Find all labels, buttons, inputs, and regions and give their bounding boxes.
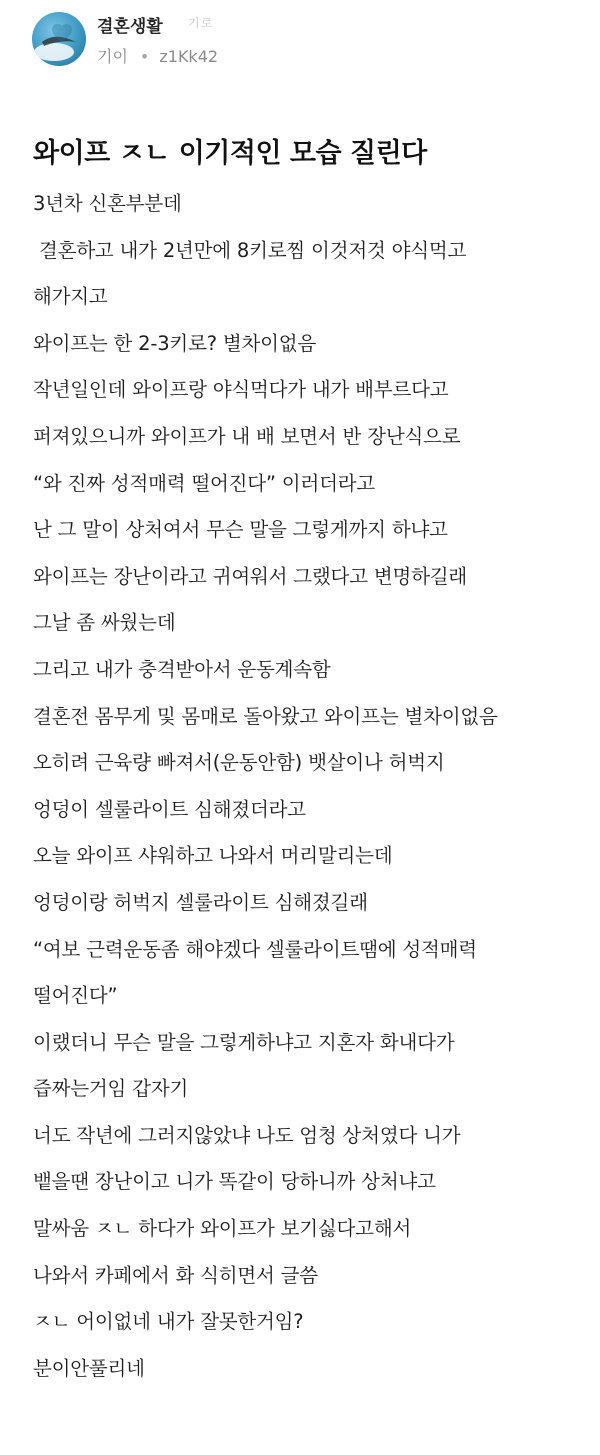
post-line: 나와서 카페에서 화 식히면서 글씀 xyxy=(33,1263,318,1287)
post-line: “와 진짜 성적매력 떨어진다” 이러더라고 xyxy=(33,471,375,495)
post-line: 퍼져있으니까 와이프가 내 배 보면서 반 장난식으로 xyxy=(33,424,461,448)
post-line: 결혼전 몸무게 및 몸매로 돌아왔고 와이프는 별차이없음 xyxy=(33,704,498,728)
post-line: 오늘 와이프 샤워하고 나와서 머리말리는데 xyxy=(33,844,393,868)
post-line: 오히려 근육량 빠져서(운동안함) 뱃살이나 허벅지 xyxy=(33,751,445,775)
post-line: 해가지고 xyxy=(33,285,108,309)
post-line: 엉덩이랑 허벅지 셀룰라이트 심해졌길래 xyxy=(33,890,368,914)
channel-name[interactable]: 결혼생활 xyxy=(97,17,163,37)
post-line: 그리고 내가 충격받아서 운동계속함 xyxy=(33,657,331,681)
post-body xyxy=(33,181,593,1392)
heart-bird-icon xyxy=(32,12,86,66)
post-line: 결혼하고 내가 2년만에 8키로찜 이것저것 야식먹고 xyxy=(33,238,467,262)
post-meta xyxy=(97,44,218,67)
post-line: 엉덩이 셀룰라이트 심해졌더라고 xyxy=(33,797,306,821)
post-line: 떨어진다” xyxy=(33,984,118,1008)
post-header xyxy=(0,0,600,90)
channel-badge: 기로 xyxy=(188,16,214,30)
post-title: 와이프 ㅈㄴ 이기적인 모습 질린다 xyxy=(33,138,427,169)
post-line: 분이안풀리네 xyxy=(33,1356,145,1380)
post-line: 3년차 신혼부분데 xyxy=(33,192,182,215)
post-line: 뱉을땐 장난이고 니가 똑같이 당하니까 상처냐고 xyxy=(33,1170,436,1194)
author-username[interactable]: z1Kk42 xyxy=(159,47,219,66)
post-line: 너도 작년에 그러지않았냐 나도 엄청 상처였다 니가 xyxy=(33,1123,461,1147)
post-line: “여보 근력운동좀 해야겠다 셀룰라이트땜에 성적매력 xyxy=(33,937,477,961)
post-line: 즙짜는거임 갑자기 xyxy=(33,1077,189,1101)
post-line: 그날 좀 싸웠는데 xyxy=(33,611,176,635)
post-line: 이랬더니 무슨 말을 그렇게하냐고 지혼자 화내다가 xyxy=(33,1030,455,1054)
separator-dot: • xyxy=(139,47,150,66)
channel-avatar[interactable] xyxy=(32,12,86,66)
post-line: 작년일인데 와이프랑 야식먹다가 내가 배부르다고 xyxy=(33,378,449,402)
post-line: 와이프는 장난이라고 귀여워서 그랬다고 변명하길래 xyxy=(33,564,468,588)
post-line: 말싸움 ㅈㄴ 하다가 와이프가 보기싫다고해서 xyxy=(33,1217,412,1241)
post-line: 와이프는 한 2-3키로? 별차이없음 xyxy=(33,331,317,355)
author-label: 기이 xyxy=(97,47,128,66)
post-line: ㅈㄴ 어이없네 내가 잘못한거임? xyxy=(33,1310,304,1334)
post-line: 난 그 말이 상처여서 무슨 말을 그렇게까지 하냐고 xyxy=(33,518,448,542)
